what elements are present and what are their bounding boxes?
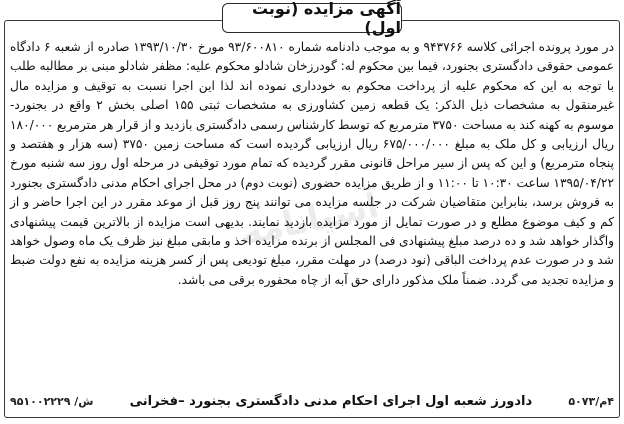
notice-footer	[10, 390, 614, 412]
notice-title: آگهی مزایده (نوبت اول)	[222, 3, 402, 33]
reference-code: ۴م/۵۰۷۳	[568, 394, 614, 408]
signature: دادورز شعبه اول اجرای احکام مدنی دادگستری بجنورد –فخرانی	[129, 393, 533, 409]
tracking-number: ۹۵۱۰۰۲۲۲۹ /ش	[10, 394, 94, 408]
watermark: آسیانامه	[237, 185, 383, 255]
notice-body: در مورد پرونده اجرائی کلاسه ۹۴۳۷۶۶ و به موجب دادنامه شماره ۹۳/۶۰۰۸۱۰ مورخ ۱۳۹۳/۱۰/۳۰ صادره از شعبه ۶ دادگاه عمومی حقوقی دادگستری بجنورد، فیما بین محکوم له: گودرزخان شادلو محکوم علیه: مظفر شادلو مبنی بر مطالبه طلب با توجه به این که محکوم علیه از پرداخت محکوم به خودداری نموده اند لذا این اجرا نسبت به توقیف و مزایده مال غیرمنقول به مشخصات ذیل الذکر: یک قطعه زمین کشاورزی به مشخصات ثبتی ۱۵۵ اصلی بخش ۲ واقع در بجنورد- موسوم به کهنه کند به مساحت ۳۷۵۰ مترمربع که توسط کارشناس رسمی دادگستری بازدید و از قرار هر مترمربع ۱۸۰/۰۰۰ ریال ارزیابی و کل ملک به مبلغ ۶۷۵/۰۰۰/۰۰۰ ریال ارزیابی گردیده است که مساحت زمین ۳۷۵۰ (سه هزار و هفتصد و پنجاه مترمربع) و این که پس از سیر مراحل قانونی مقرر گردیده که تمام مورد توقیفی در مرحله اول روز سه شنبه مورخ ۱۳۹۵/۰۴/۲۲ ساعت ۱۰:۳۰ تا ۱۱:۰۰ و از طریق مزایده حضوری (نوبت دوم) در محل اجرای احکام مدنی دادگستری بجنورد به فروش برسد، بنابراین متقاضیان شرکت در جلسه مزایده می توانند پنج روز قبل از موعد مقرر در این اجرا حاضر و از کم و کیف موضوع مطلع و در صورت تمایل از مورد مزایده بازدید نمایند. بدیهی است مزایده از بالاترین قیمت پیشنهادی واگذار خواهد شد و ده درصد مبلغ پیشنهادی فی المجلس از برنده مزایده اخذ و مابقی مبلغ نیز ظرف یک ماه وصول خواهد شد و در صورت عدم پرداخت الباقی (نود درصد) در مهلت مقرر، مبلغ تودیعی پس از کسر هزینه مزایده به نفع دولت ضبط و مزایده تجدید می گردد. ضمناً ملک مذکور دارای حق آبه از چاه محفوره برقی می باشد.	[10, 40, 614, 287]
